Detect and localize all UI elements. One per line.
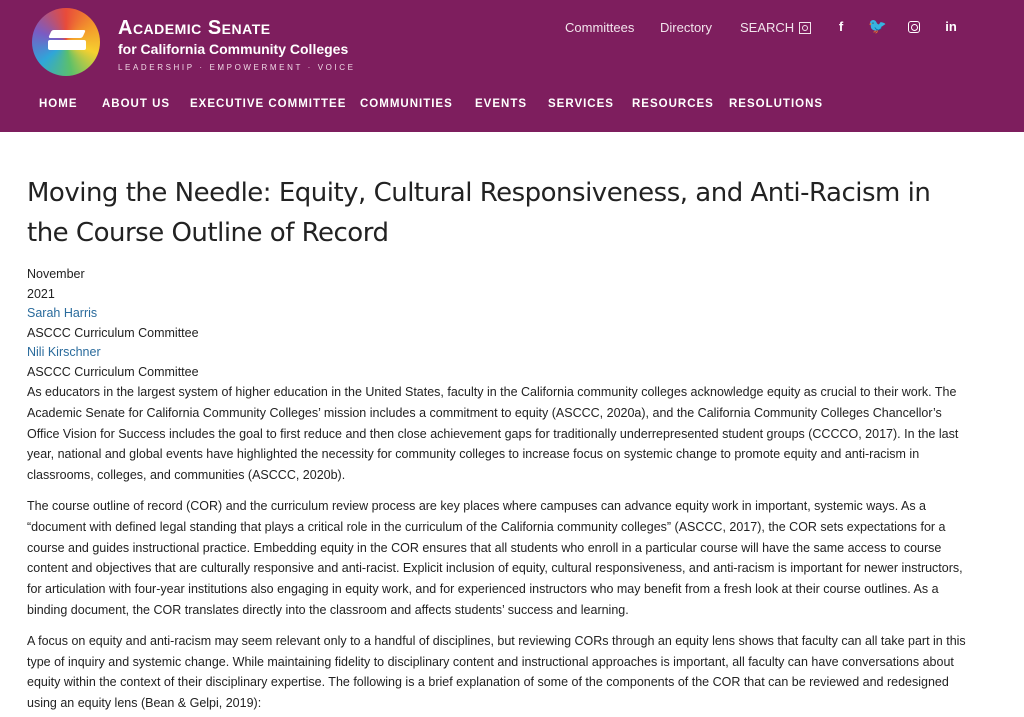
facebook-icon[interactable]: f <box>838 19 844 34</box>
nav-resources[interactable]: RESOURCES <box>632 98 714 110</box>
asccc-logo[interactable] <box>32 8 100 76</box>
nav-communities[interactable]: COMMUNITIES <box>360 98 453 110</box>
article-month: November <box>27 267 85 281</box>
article-paragraph: A focus on equity and anti-racism may seem relevant only to a handful of disciplines, but reviewing CORs through an equity lens shows that faculty can all take part in this type of inquiry and systemic change. While maintaining fidelity to disciplinary content and instructional approaches is important, all faculty can have conversations about equity within the context of their disciplinary expertise. The following is a brief explanation of some of the components of the COR that can be reviewed and redesigned using an equity lens (Bean & Gelpi, 2019): <box>27 633 966 711</box>
article <box>27 173 977 714</box>
brand-tagline: LEADERSHIP · EMPOWERMENT · VOICE <box>118 63 356 72</box>
nav-executive-committee[interactable]: EXECUTIVE COMMITTEE <box>190 98 347 110</box>
piano-logo-icon <box>48 30 86 52</box>
search-label: SEARCH <box>740 20 795 35</box>
search-icon <box>799 22 811 34</box>
nav-about-us[interactable]: ABOUT US <box>102 98 171 110</box>
author-role: ASCCC Curriculum Committee <box>27 364 199 379</box>
directory-link[interactable]: Directory <box>660 20 713 35</box>
search-link[interactable] <box>740 20 811 35</box>
article-paragraph: The course outline of record (COR) and the curriculum review process are key places where campuses can advance equity work in important, systemic ways. As a “document with defined legal standing that plays a critical role in the curriculum of the California community colleges” (ASCCC, 2017), the COR sets expectations for a course and guides instructional practice. Embedding equity in the COR ensures that all students who enroll in a particular course will have the same access to course content and objectives that are culturally responsive and anti-racist. Explicit inclusion of equity, cultural responsiveness, and anti-racism is important for newer instructors, for articulation with four-year institutions also engaging in equity work, and for experienced instructors who may benefit from a fresh look at their course outlines. As a binding document, the COR translates directly into the classroom and affects students’ success and learning. <box>27 498 963 617</box>
brand-subtitle[interactable]: for California Community Colleges <box>118 41 349 57</box>
author-link[interactable]: Nili Kirschner <box>27 345 101 359</box>
article-year: 2021 <box>27 286 55 301</box>
article-meta <box>27 265 977 382</box>
instagram-icon[interactable] <box>908 21 920 33</box>
nav-events[interactable]: EVENTS <box>475 98 528 110</box>
article-title: Moving the Needle: Equity, Cultural Responsiveness, and Anti-Racism in the Course Outline of Record <box>27 178 931 248</box>
author-role: ASCCC Curriculum Committee <box>27 325 199 340</box>
nav-services[interactable]: SERVICES <box>548 98 614 110</box>
nav-resolutions[interactable]: RESOLUTIONS <box>729 98 824 110</box>
site-header <box>0 0 1024 132</box>
committees-link[interactable]: Committees <box>565 20 635 35</box>
twitter-icon[interactable]: 🐦 <box>868 18 887 35</box>
article-paragraph: As educators in the largest system of higher education in the United States, faculty in the California community colleges acknowledge equity as crucial to their work. The Academic Senate for California Community Colleges’ mission includes a commitment to equity (ASCCC, 2020a), and the California Community Colleges Chancellor’s Office Vision for Success includes the goal to first reduce and then close achievement gaps for traditionally underrepresented student groups (CCCCO, 2017). In the last year, national and global events have highlighted the necessity for community colleges to increase focus on systemic change to promote equity and anti-racism in classrooms, colleges, and communities (ASCCC, 2020b). <box>27 385 959 483</box>
brand-title[interactable]: Academic Senate <box>118 17 271 39</box>
linkedin-icon[interactable]: in <box>945 19 957 34</box>
author-link[interactable]: Sarah Harris <box>27 306 98 320</box>
nav-home[interactable]: HOME <box>39 98 78 110</box>
